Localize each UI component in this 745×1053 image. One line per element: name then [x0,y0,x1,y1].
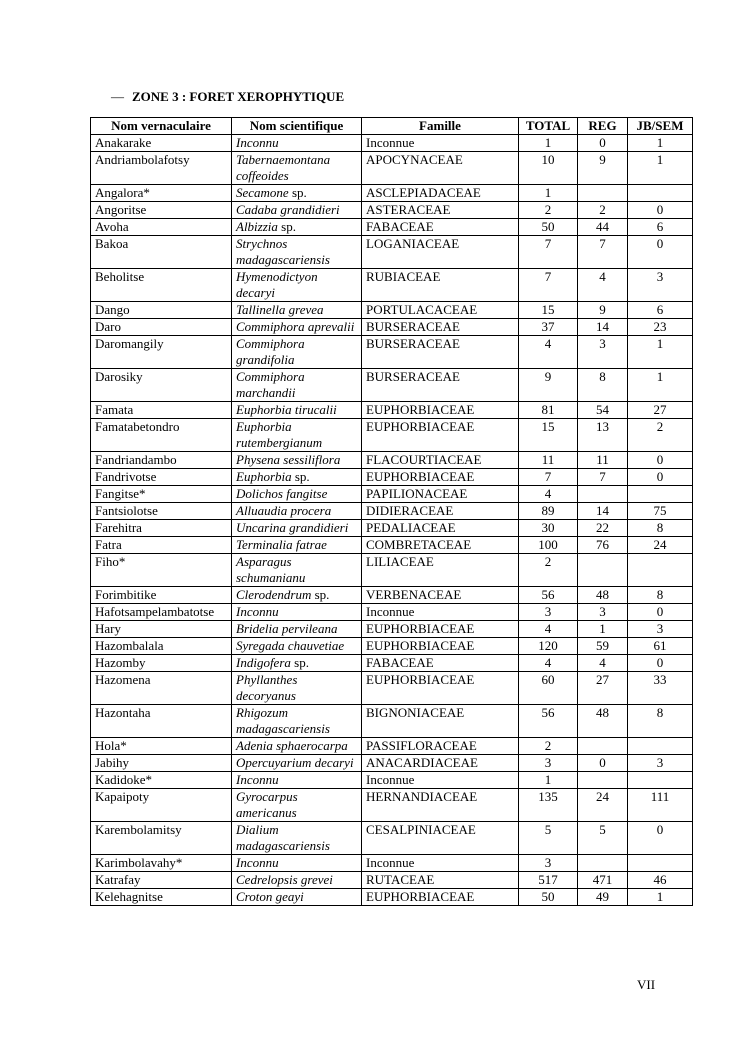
cell-nom-vernaculaire: Karembolamitsy [91,822,232,855]
table-header-row [91,118,693,135]
scientific-name: Dialium madagascariensis [236,822,330,853]
cell-nom-vernaculaire: Beholitse [91,269,232,302]
cell-nom-vernaculaire: Jabihy [91,755,232,772]
scientific-name: Cedrelopsis grevei [236,872,333,887]
cell-reg: 13 [578,419,628,452]
scientific-name-suffix: sp. [277,219,296,234]
cell-total: 1 [519,772,578,789]
cell-famille: RUTACEAE [362,872,519,889]
cell-nom-scientifique [232,452,362,469]
cell-famille: Inconnue [362,135,519,152]
cell-jb-sem: 0 [628,604,693,621]
cell-nom-vernaculaire: Karimbolavahy* [91,855,232,872]
cell-famille: BURSERACEAE [362,319,519,336]
cell-total: 81 [519,402,578,419]
cell-nom-vernaculaire: Kadidoke* [91,772,232,789]
cell-jb-sem: 0 [628,236,693,269]
header-nom-vernaculaire: Nom vernaculaire [91,118,232,135]
cell-total: 135 [519,789,578,822]
scientific-name: Gyrocarpus americanus [236,789,298,820]
scientific-name: Inconnu [236,772,279,787]
cell-famille: ASCLEPIADACEAE [362,185,519,202]
cell-nom-vernaculaire: Avoha [91,219,232,236]
table-row [91,872,693,889]
cell-jb-sem [628,185,693,202]
cell-jb-sem: 75 [628,503,693,520]
cell-nom-scientifique [232,705,362,738]
cell-reg: 2 [578,202,628,219]
cell-total: 50 [519,219,578,236]
cell-total: 1 [519,135,578,152]
cell-jb-sem [628,855,693,872]
cell-famille: LILIACEAE [362,554,519,587]
cell-total: 4 [519,486,578,503]
cell-nom-scientifique [232,302,362,319]
cell-reg: 48 [578,587,628,604]
cell-nom-scientifique [232,503,362,520]
header-famille: Famille [362,118,519,135]
cell-nom-vernaculaire: Bakoa [91,236,232,269]
cell-total: 11 [519,452,578,469]
section-heading [111,89,344,105]
table-row [91,672,693,705]
cell-nom-scientifique [232,554,362,587]
cell-nom-vernaculaire: Famata [91,402,232,419]
table-row [91,419,693,452]
cell-reg: 59 [578,638,628,655]
cell-total: 4 [519,621,578,638]
cell-reg: 3 [578,604,628,621]
heading-dash: — [111,89,124,104]
cell-famille: COMBRETACEAE [362,537,519,554]
cell-nom-vernaculaire: Fandriandambo [91,452,232,469]
cell-famille: FLACOURTIACEAE [362,452,519,469]
scientific-name: Terminalia fatrae [236,537,327,552]
cell-nom-vernaculaire: Fantsiolotse [91,503,232,520]
scientific-name: Alluaudia procera [236,503,332,518]
cell-nom-vernaculaire: Angoritse [91,202,232,219]
scientific-name-suffix: sp. [290,655,309,670]
cell-jb-sem: 8 [628,587,693,604]
cell-jb-sem: 1 [628,336,693,369]
cell-total: 517 [519,872,578,889]
cell-nom-scientifique [232,638,362,655]
cell-nom-vernaculaire: Fiho* [91,554,232,587]
cell-famille: EUPHORBIACEAE [362,621,519,638]
cell-reg: 7 [578,469,628,486]
cell-nom-scientifique [232,419,362,452]
cell-famille: EUPHORBIACEAE [362,889,519,906]
table-row [91,705,693,738]
cell-nom-scientifique [232,319,362,336]
cell-jb-sem: 3 [628,269,693,302]
cell-nom-scientifique [232,135,362,152]
scientific-name: Opercuyarium decaryi [236,755,354,770]
table-row [91,755,693,772]
cell-total: 3 [519,755,578,772]
cell-jb-sem: 8 [628,705,693,738]
cell-nom-scientifique [232,236,362,269]
cell-total: 56 [519,587,578,604]
cell-famille: BIGNONIACEAE [362,705,519,738]
cell-jb-sem: 1 [628,152,693,185]
cell-famille: Inconnue [362,772,519,789]
table-row [91,269,693,302]
cell-nom-scientifique [232,219,362,236]
cell-reg: 1 [578,621,628,638]
cell-nom-vernaculaire: Hary [91,621,232,638]
cell-jb-sem: 24 [628,537,693,554]
cell-famille: FABACEAE [362,655,519,672]
table-row [91,587,693,604]
cell-nom-scientifique [232,604,362,621]
cell-total: 4 [519,336,578,369]
cell-nom-scientifique [232,537,362,554]
table-row [91,503,693,520]
scientific-name: Bridelia pervileana [236,621,338,636]
cell-total: 3 [519,855,578,872]
scientific-name: Albizzia [236,219,278,234]
cell-nom-scientifique [232,336,362,369]
table-row [91,452,693,469]
cell-jb-sem [628,486,693,503]
table-row [91,135,693,152]
cell-famille: PAPILIONACEAE [362,486,519,503]
cell-reg [578,855,628,872]
cell-jb-sem [628,554,693,587]
cell-jb-sem: 3 [628,621,693,638]
table-row [91,469,693,486]
cell-total: 100 [519,537,578,554]
cell-famille: APOCYNACEAE [362,152,519,185]
cell-nom-scientifique [232,872,362,889]
cell-nom-scientifique [232,789,362,822]
cell-famille: PORTULACACEAE [362,302,519,319]
header-reg: REG [578,118,628,135]
cell-jb-sem [628,738,693,755]
cell-total: 9 [519,369,578,402]
cell-nom-vernaculaire: Darosiky [91,369,232,402]
table-row [91,402,693,419]
cell-jb-sem: 61 [628,638,693,655]
cell-famille: LOGANIACEAE [362,236,519,269]
cell-nom-vernaculaire: Daro [91,319,232,336]
cell-nom-vernaculaire: Farehitra [91,520,232,537]
cell-nom-scientifique [232,185,362,202]
cell-reg [578,554,628,587]
cell-total: 37 [519,319,578,336]
cell-nom-scientifique [232,587,362,604]
cell-reg [578,486,628,503]
table-row [91,369,693,402]
cell-jb-sem: 1 [628,889,693,906]
cell-reg: 8 [578,369,628,402]
cell-famille: Inconnue [362,604,519,621]
cell-nom-scientifique [232,369,362,402]
cell-jb-sem: 0 [628,822,693,855]
scientific-name: Tabernaemontana coffeoides [236,152,331,183]
cell-famille: VERBENACEAE [362,587,519,604]
cell-famille: RUBIACEAE [362,269,519,302]
scientific-name: Commiphora grandifolia [236,336,305,367]
cell-nom-vernaculaire: Katrafay [91,872,232,889]
cell-nom-vernaculaire: Hazomby [91,655,232,672]
table-row [91,486,693,503]
cell-nom-scientifique [232,655,362,672]
cell-nom-scientifique [232,772,362,789]
table-row [91,889,693,906]
cell-total: 3 [519,604,578,621]
cell-total: 30 [519,520,578,537]
cell-nom-vernaculaire: Famatabetondro [91,419,232,452]
cell-famille: EUPHORBIACEAE [362,638,519,655]
table-row [91,638,693,655]
cell-total: 2 [519,738,578,755]
cell-reg: 471 [578,872,628,889]
scientific-name: Inconnu [236,855,279,870]
table-row [91,336,693,369]
scientific-name: Indigofera [236,655,291,670]
cell-nom-scientifique [232,672,362,705]
table-row [91,604,693,621]
cell-jb-sem [628,772,693,789]
cell-jb-sem: 27 [628,402,693,419]
cell-nom-vernaculaire: Forimbitike [91,587,232,604]
header-total: TOTAL [519,118,578,135]
cell-total: 10 [519,152,578,185]
cell-famille: EUPHORBIACEAE [362,419,519,452]
scientific-name: Physena sessiliflora [236,452,341,467]
cell-jb-sem: 0 [628,469,693,486]
cell-reg: 0 [578,755,628,772]
cell-jb-sem: 23 [628,319,693,336]
cell-jb-sem: 3 [628,755,693,772]
cell-total: 2 [519,202,578,219]
table-row [91,655,693,672]
cell-nom-vernaculaire: Kelehagnitse [91,889,232,906]
cell-nom-vernaculaire: Hazontaha [91,705,232,738]
cell-nom-vernaculaire: Fangitse* [91,486,232,503]
cell-nom-scientifique [232,269,362,302]
cell-famille: HERNANDIACEAE [362,789,519,822]
cell-reg: 14 [578,319,628,336]
scientific-name-suffix: sp. [311,587,330,602]
cell-nom-scientifique [232,621,362,638]
cell-reg: 54 [578,402,628,419]
cell-jb-sem: 6 [628,302,693,319]
cell-nom-vernaculaire: Hafotsampelambatotse [91,604,232,621]
cell-jb-sem: 0 [628,202,693,219]
cell-famille: PEDALIACEAE [362,520,519,537]
table-row [91,855,693,872]
cell-jb-sem: 0 [628,452,693,469]
scientific-name: Rhigozum madagascariensis [236,705,330,736]
cell-nom-scientifique [232,486,362,503]
cell-reg: 27 [578,672,628,705]
cell-nom-scientifique [232,469,362,486]
cell-famille: EUPHORBIACEAE [362,402,519,419]
cell-jb-sem: 8 [628,520,693,537]
cell-nom-vernaculaire: Hazomena [91,672,232,705]
scientific-name: Euphorbia tirucalii [236,402,337,417]
cell-nom-scientifique [232,202,362,219]
cell-total: 56 [519,705,578,738]
cell-reg: 3 [578,336,628,369]
cell-reg: 9 [578,302,628,319]
cell-nom-scientifique [232,855,362,872]
cell-famille: EUPHORBIACEAE [362,672,519,705]
table-row [91,152,693,185]
cell-reg: 49 [578,889,628,906]
table-row [91,554,693,587]
cell-jb-sem: 1 [628,369,693,402]
cell-famille: DIDIERACEAE [362,503,519,520]
cell-nom-vernaculaire: Dango [91,302,232,319]
table-row [91,738,693,755]
scientific-name: Hymenodictyon decaryi [236,269,318,300]
cell-famille: PASSIFLORACEAE [362,738,519,755]
cell-nom-vernaculaire: Hazombalala [91,638,232,655]
cell-jb-sem: 2 [628,419,693,452]
cell-reg: 9 [578,152,628,185]
cell-reg: 14 [578,503,628,520]
cell-total: 7 [519,469,578,486]
table-row [91,185,693,202]
scientific-name-suffix: sp. [291,469,310,484]
cell-nom-vernaculaire: Anakarake [91,135,232,152]
scientific-name: Croton geayi [236,889,304,904]
scientific-name: Adenia sphaerocarpa [236,738,348,753]
scientific-name: Inconnu [236,135,279,150]
scientific-name: Euphorbia rutembergianum [236,419,323,450]
cell-reg: 44 [578,219,628,236]
cell-nom-vernaculaire: Hola* [91,738,232,755]
cell-nom-vernaculaire: Fatra [91,537,232,554]
scientific-name: Cadaba grandidieri [236,202,340,217]
cell-nom-vernaculaire: Fandrivotse [91,469,232,486]
cell-total: 15 [519,302,578,319]
scientific-name: Strychnos madagascariensis [236,236,330,267]
cell-famille: BURSERACEAE [362,336,519,369]
cell-famille: ASTERACEAE [362,202,519,219]
scientific-name: Inconnu [236,604,279,619]
scientific-name: Asparagus schumanianu [236,554,306,585]
cell-reg [578,185,628,202]
species-table [90,117,693,906]
cell-total: 7 [519,236,578,269]
table-row [91,789,693,822]
table-row [91,822,693,855]
heading-text: ZONE 3 : FORET XEROPHYTIQUE [132,89,345,104]
cell-jb-sem: 33 [628,672,693,705]
cell-famille: EUPHORBIACEAE [362,469,519,486]
table-body [91,135,693,906]
table-row [91,537,693,554]
cell-nom-scientifique [232,402,362,419]
scientific-name: Clerodendrum [236,587,312,602]
cell-nom-vernaculaire: Andriambolafotsy [91,152,232,185]
scientific-name: Phyllanthes decoryanus [236,672,298,703]
cell-nom-scientifique [232,520,362,537]
cell-nom-scientifique [232,822,362,855]
page-number: VII [637,977,656,992]
cell-nom-scientifique [232,738,362,755]
cell-total: 7 [519,269,578,302]
cell-total: 1 [519,185,578,202]
scientific-name: Commiphora marchandii [236,369,305,400]
cell-reg: 5 [578,822,628,855]
cell-total: 4 [519,655,578,672]
header-nom-scientifique: Nom scientifique [232,118,362,135]
cell-nom-scientifique [232,152,362,185]
cell-reg [578,738,628,755]
cell-jb-sem: 111 [628,789,693,822]
cell-nom-vernaculaire: Daromangily [91,336,232,369]
cell-famille: Inconnue [362,855,519,872]
cell-reg: 4 [578,269,628,302]
cell-total: 89 [519,503,578,520]
scientific-name-suffix: sp. [288,185,307,200]
cell-nom-scientifique [232,889,362,906]
scientific-name: Uncarina grandidieri [236,520,349,535]
cell-famille: ANACARDIACEAE [362,755,519,772]
table-row [91,236,693,269]
cell-famille: BURSERACEAE [362,369,519,402]
cell-famille: FABACEAE [362,219,519,236]
cell-reg: 48 [578,705,628,738]
scientific-name: Euphorbia [236,469,292,484]
header-jb-sem: JB/SEM [628,118,693,135]
cell-total: 15 [519,419,578,452]
cell-jb-sem: 0 [628,655,693,672]
cell-total: 120 [519,638,578,655]
scientific-name: Commiphora aprevalii [236,319,355,334]
cell-reg: 24 [578,789,628,822]
table-row [91,202,693,219]
cell-reg: 22 [578,520,628,537]
cell-reg: 7 [578,236,628,269]
table-row [91,319,693,336]
scientific-name: Secamone [236,185,289,200]
table-row [91,520,693,537]
scientific-name: Dolichos fangitse [236,486,328,501]
cell-nom-vernaculaire: Angalora* [91,185,232,202]
cell-total: 60 [519,672,578,705]
cell-reg [578,772,628,789]
cell-reg: 0 [578,135,628,152]
cell-jb-sem: 6 [628,219,693,236]
cell-jb-sem: 1 [628,135,693,152]
cell-reg: 11 [578,452,628,469]
cell-total: 5 [519,822,578,855]
cell-nom-scientifique [232,755,362,772]
cell-reg: 76 [578,537,628,554]
cell-reg: 4 [578,655,628,672]
cell-total: 2 [519,554,578,587]
scientific-name: Tallinella grevea [236,302,324,317]
table-row [91,302,693,319]
table-row [91,219,693,236]
scientific-name: Syregada chauvetiae [236,638,345,653]
table-row [91,772,693,789]
table-row [91,621,693,638]
cell-nom-vernaculaire: Kapaipoty [91,789,232,822]
cell-famille: CESALPINIACEAE [362,822,519,855]
cell-jb-sem: 46 [628,872,693,889]
cell-total: 50 [519,889,578,906]
